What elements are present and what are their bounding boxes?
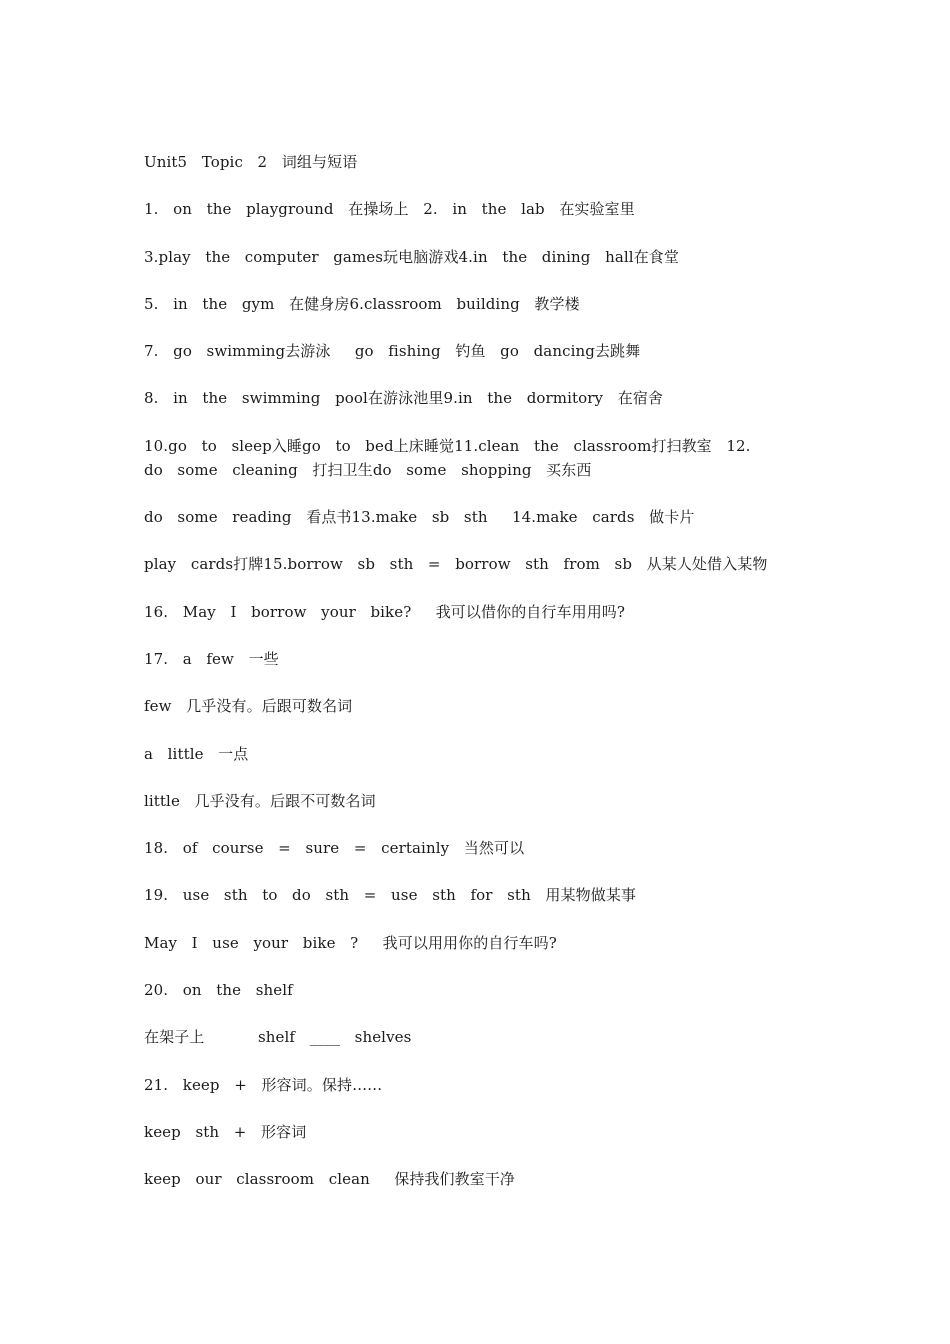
text-line-8: 16. May I borrow your bike? 我可以借你的自行车用用吗? [144, 602, 626, 621]
text-line-11: a little 一点 [144, 744, 249, 763]
text-line-12: little 几乎没有。后跟不可数名词 [144, 791, 376, 810]
text-line-6: do some reading 看点书13.make sb sth 14.make cards 做卡片 [144, 508, 695, 527]
text-line-2: 3.play the computer games玩电脑游戏4.in the dining hall在食堂 [144, 247, 680, 266]
document-content [144, 150, 824, 1215]
text-line-15: May I use your bike ? 我可以用用你的自行车吗? [144, 933, 557, 952]
text-line-16: 20. on the shelf [144, 981, 293, 1000]
text-line-1: 1. on the playground 在操场上 2. in the lab 在实验室里 [144, 200, 635, 219]
text-line-3: 5. in the gym 在健身房6.classroom building 教学楼 [144, 294, 580, 313]
text-line-9: 17. a few 一些 [144, 649, 279, 668]
text-line-13: 18. of course = sure = certainly 当然可以 [144, 839, 525, 858]
text-line-10: few 几乎没有。后跟可数名词 [144, 697, 353, 716]
wrapped-line-1: 10.go to sleep入睡go to bed上床睡觉11.clean the classroom打扫教室 12. [144, 436, 751, 455]
page-title: Unit5 Topic 2 词组与短语 [144, 153, 358, 171]
text-line-4: 7. go swimming去游泳 go fishing 钓鱼 go dancing去跳舞 [144, 342, 641, 361]
text-line-14: 19. use sth to do sth = use sth for sth 用某物做某事 [144, 886, 637, 905]
text-line-17: 在架子上 shelf ____ shelves [144, 1028, 412, 1047]
text-line-5: 8. in the swimming pool在游泳池里9.in the dormitory 在宿舍 [144, 389, 664, 408]
wrapped-paragraph [144, 434, 824, 482]
text-line-7: play cards打牌15.borrow sb sth = borrow sth from sb 从某人处借入某物 [144, 555, 768, 574]
wrapped-line-2: do some cleaning 打扫卫生do some shopping 买东西 [144, 460, 592, 479]
text-line-20: keep our classroom clean 保持我们教室干净 [144, 1170, 516, 1189]
text-line-19: keep sth + 形容词 [144, 1122, 307, 1141]
text-line-18: 21. keep + 形容词。保持…… [144, 1075, 383, 1094]
